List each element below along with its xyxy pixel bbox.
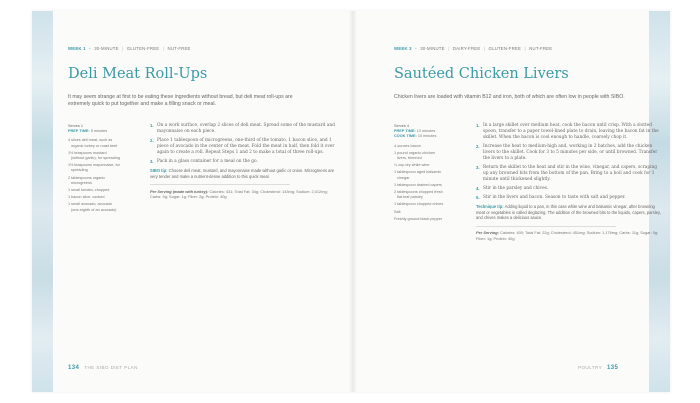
step-item <box>150 159 336 165</box>
ingredient-item: 1 small tomato, chopped <box>68 188 110 193</box>
ingredient-item: 1½ teaspoons mayonnaise, for spreading <box>68 163 120 173</box>
step-number: 5. <box>476 195 480 200</box>
tag-separator: | <box>483 46 486 51</box>
ingredient-item: 2 tablespoons organic microgreens <box>68 175 106 185</box>
prep-time-value: 10 minutes <box>416 129 436 134</box>
nutrition-label: Per Serving: <box>476 230 499 236</box>
book-gutter <box>349 11 357 392</box>
recipe-tags <box>68 46 191 51</box>
tag-30-minute: 30-MINUTE <box>420 46 445 51</box>
page-number: 134 <box>68 365 80 371</box>
step-number: 2. <box>150 138 154 143</box>
step-text: Return the skillet to the heat and stir in the wine, vinegar, and capers, scraping up any browned bits from the bottom of the pan. Bring to a boil and cook for 1 minute until thickened slightly. <box>483 165 657 182</box>
recipe-title: Sautéed Chicken Livers <box>394 66 569 82</box>
tag-30-minute: 30-MINUTE <box>94 46 119 51</box>
step-item <box>476 144 662 162</box>
tip-label: Technique tip: <box>476 204 504 209</box>
step-item <box>150 123 336 135</box>
page-footer <box>68 365 138 371</box>
step-item <box>476 195 662 201</box>
recipe-intro: It may seem strange at first to be eating these ingredients without bread, but deli meat roll-ups are extremely quick to put together and make a filling snack or meal. <box>68 94 293 108</box>
ingredient-list <box>68 138 120 212</box>
step-item <box>476 186 662 192</box>
ingredient-item: ¼ cup dry white wine <box>394 163 430 168</box>
tip-text: Adding liquid to a pan, in this case white wine and balsamic vinegar, after browning meat or vegetables is called deglazing. The addition of the browned bits to the liquids, capers, parsley, and chives makes a delicious sauce. <box>476 204 661 221</box>
ingredient-item: 1½ teaspoons mustard (without garlic), for spreading <box>68 150 120 161</box>
running-footer: POULTRY <box>578 365 602 370</box>
running-footer: THE SIBO DIET PLAN <box>84 365 138 370</box>
ingredient-item: Salt <box>394 209 401 214</box>
cook-time <box>394 134 446 139</box>
tag-separator: • <box>89 46 91 51</box>
step-item <box>476 165 662 183</box>
servings: Serves 1 <box>68 124 83 128</box>
step-item <box>476 123 662 141</box>
recipe-tip <box>476 204 662 221</box>
ingredient-item: Freshly ground black pepper <box>394 216 443 221</box>
tag-separator: • <box>415 46 417 51</box>
nutrition-text: Calories: 400; Total Fat: 22g; Cholesterol: 451mg; Sodium: 1,176mg; Carbs: 11g; Sugar: 5g; Fiber: 1g; Protein: 40g <box>476 230 659 241</box>
page-footer <box>578 365 618 371</box>
nutrition-info <box>150 189 336 200</box>
step-number: 1. <box>476 123 480 128</box>
step-number: 2. <box>476 144 480 149</box>
tag-separator: | <box>162 46 165 51</box>
step-item <box>150 138 336 156</box>
recipe-steps <box>150 123 336 200</box>
tag-nut-free: NUT-FREE <box>167 46 191 51</box>
step-number: 4. <box>476 186 480 191</box>
step-text: Pack in a glass container for a meal on the go. <box>157 159 258 164</box>
ingredient-item: 1 pound organic chicken livers, trimmed <box>394 150 436 161</box>
recipe-tip <box>150 168 336 179</box>
tag-gluten-free: GLUTEN-FREE <box>488 46 522 51</box>
divider <box>476 226 616 227</box>
nutrition-text: Calories: 431; Total Fat: 34g; Cholesterol: 143mg; Sodium: 2,012mg; Carbs: 9g; Sugar: 1g; Fiber: 2g; Protein: 40g <box>150 188 328 200</box>
ingredient-item: 4 ounces bacon <box>394 143 421 148</box>
recipe-steps <box>476 123 662 241</box>
cook-time-value: 10 minutes <box>417 134 437 139</box>
tag-nut-free: NUT-FREE <box>529 46 553 51</box>
ingredient-item: 1 tablespoon aged balsamic vinegar <box>394 170 442 180</box>
step-text: Place 1 tablespoon of microgreens, one-third of the tomato, 1 bacon slice, and 1 piece of avocado in the center of the meat. Fold the meat in half, then fold it over again to create a roll. Repeat Steps 1 and 2 to make a total of three roll-ups. <box>157 138 335 155</box>
tag-gluten-free: GLUTEN-FREE <box>126 46 160 51</box>
recipe-sidebar <box>394 124 446 224</box>
prep-time-value: 5 minutes <box>90 129 108 134</box>
recipe-tags <box>394 46 552 51</box>
step-number: 3. <box>476 165 480 170</box>
nutrition-label: Per Serving (made with turkey): <box>150 188 209 194</box>
ingredient-item: 1 bacon slice, cooked <box>68 195 105 200</box>
prep-time-label: PREP TIME: <box>68 129 90 134</box>
ingredient-item: 1 small avocado, avocado (one-eighth of an avocado) <box>68 202 117 212</box>
ingredient-item: 2 tablespoons chopped fresh flat-leaf parsley <box>394 190 443 200</box>
step-text: Stir in the livers and bacon. Season to taste with salt and pepper. <box>483 195 626 200</box>
step-text: In a large skillet over medium heat, cook the bacon until crisp. With a slotted spoon, transfer to a paper towel-lined plate to drain, leaving the bacon fat in the skillet. When the bacon is cool enough to handle, coarsely chop it. <box>483 123 659 140</box>
tag-dairy-free: DAIRY-FREE <box>452 46 481 51</box>
tag-separator: | <box>524 46 526 51</box>
prep-time <box>68 129 120 134</box>
step-text: Stir in the parsley and chives. <box>483 186 549 191</box>
recipe-title: Deli Meat Roll-Ups <box>68 66 208 82</box>
step-number: 3. <box>150 159 154 164</box>
step-number: 1. <box>150 123 154 128</box>
ingredient-item: 4 slices deli meat, such as organic turkey or roast beef <box>68 138 118 148</box>
tag-separator: | <box>122 46 124 51</box>
week-tag: WEEK 1 <box>68 46 86 51</box>
recipe-sidebar <box>68 124 120 215</box>
page-number: 135 <box>607 365 619 371</box>
ingredient-item: 1 tablespoon drained capers <box>394 182 442 187</box>
cook-time-label: COOK TIME: <box>394 134 417 139</box>
tip-text: Choose deli meat, mustard, and mayonnaise made without garlic or onion. Microgreens are very tender and make a nutrient-dense addition to this quick meal. <box>150 168 335 179</box>
step-text: On a work surface, overlap 2 slices of deli meat. Spread some of the mustard and mayonnaise on each piece. <box>157 123 335 134</box>
divider <box>150 184 290 185</box>
tip-label: SIBO tip: <box>150 168 168 173</box>
week-tag: WEEK 3 <box>394 46 412 51</box>
tag-separator: | <box>448 46 450 51</box>
step-text: Increase the heat to medium-high and, working in 2 batches, add the chicken livers to the skillet. Cook for 3 to 5 minutes per side, or until browned. Transfer the livers to a plate. <box>483 144 658 161</box>
prep-time-label: PREP TIME: <box>394 129 416 134</box>
ingredient-list <box>394 144 446 222</box>
left-page-edge-decoration <box>32 11 53 392</box>
servings: Serves 4 <box>394 124 409 128</box>
nutrition-info <box>476 230 662 241</box>
recipe-intro: Chicken livers are loaded with vitamin B12 and iron, both of which are often low in people with SIBO. <box>394 94 625 100</box>
ingredient-item: 1 tablespoon chopped chives <box>394 202 444 207</box>
